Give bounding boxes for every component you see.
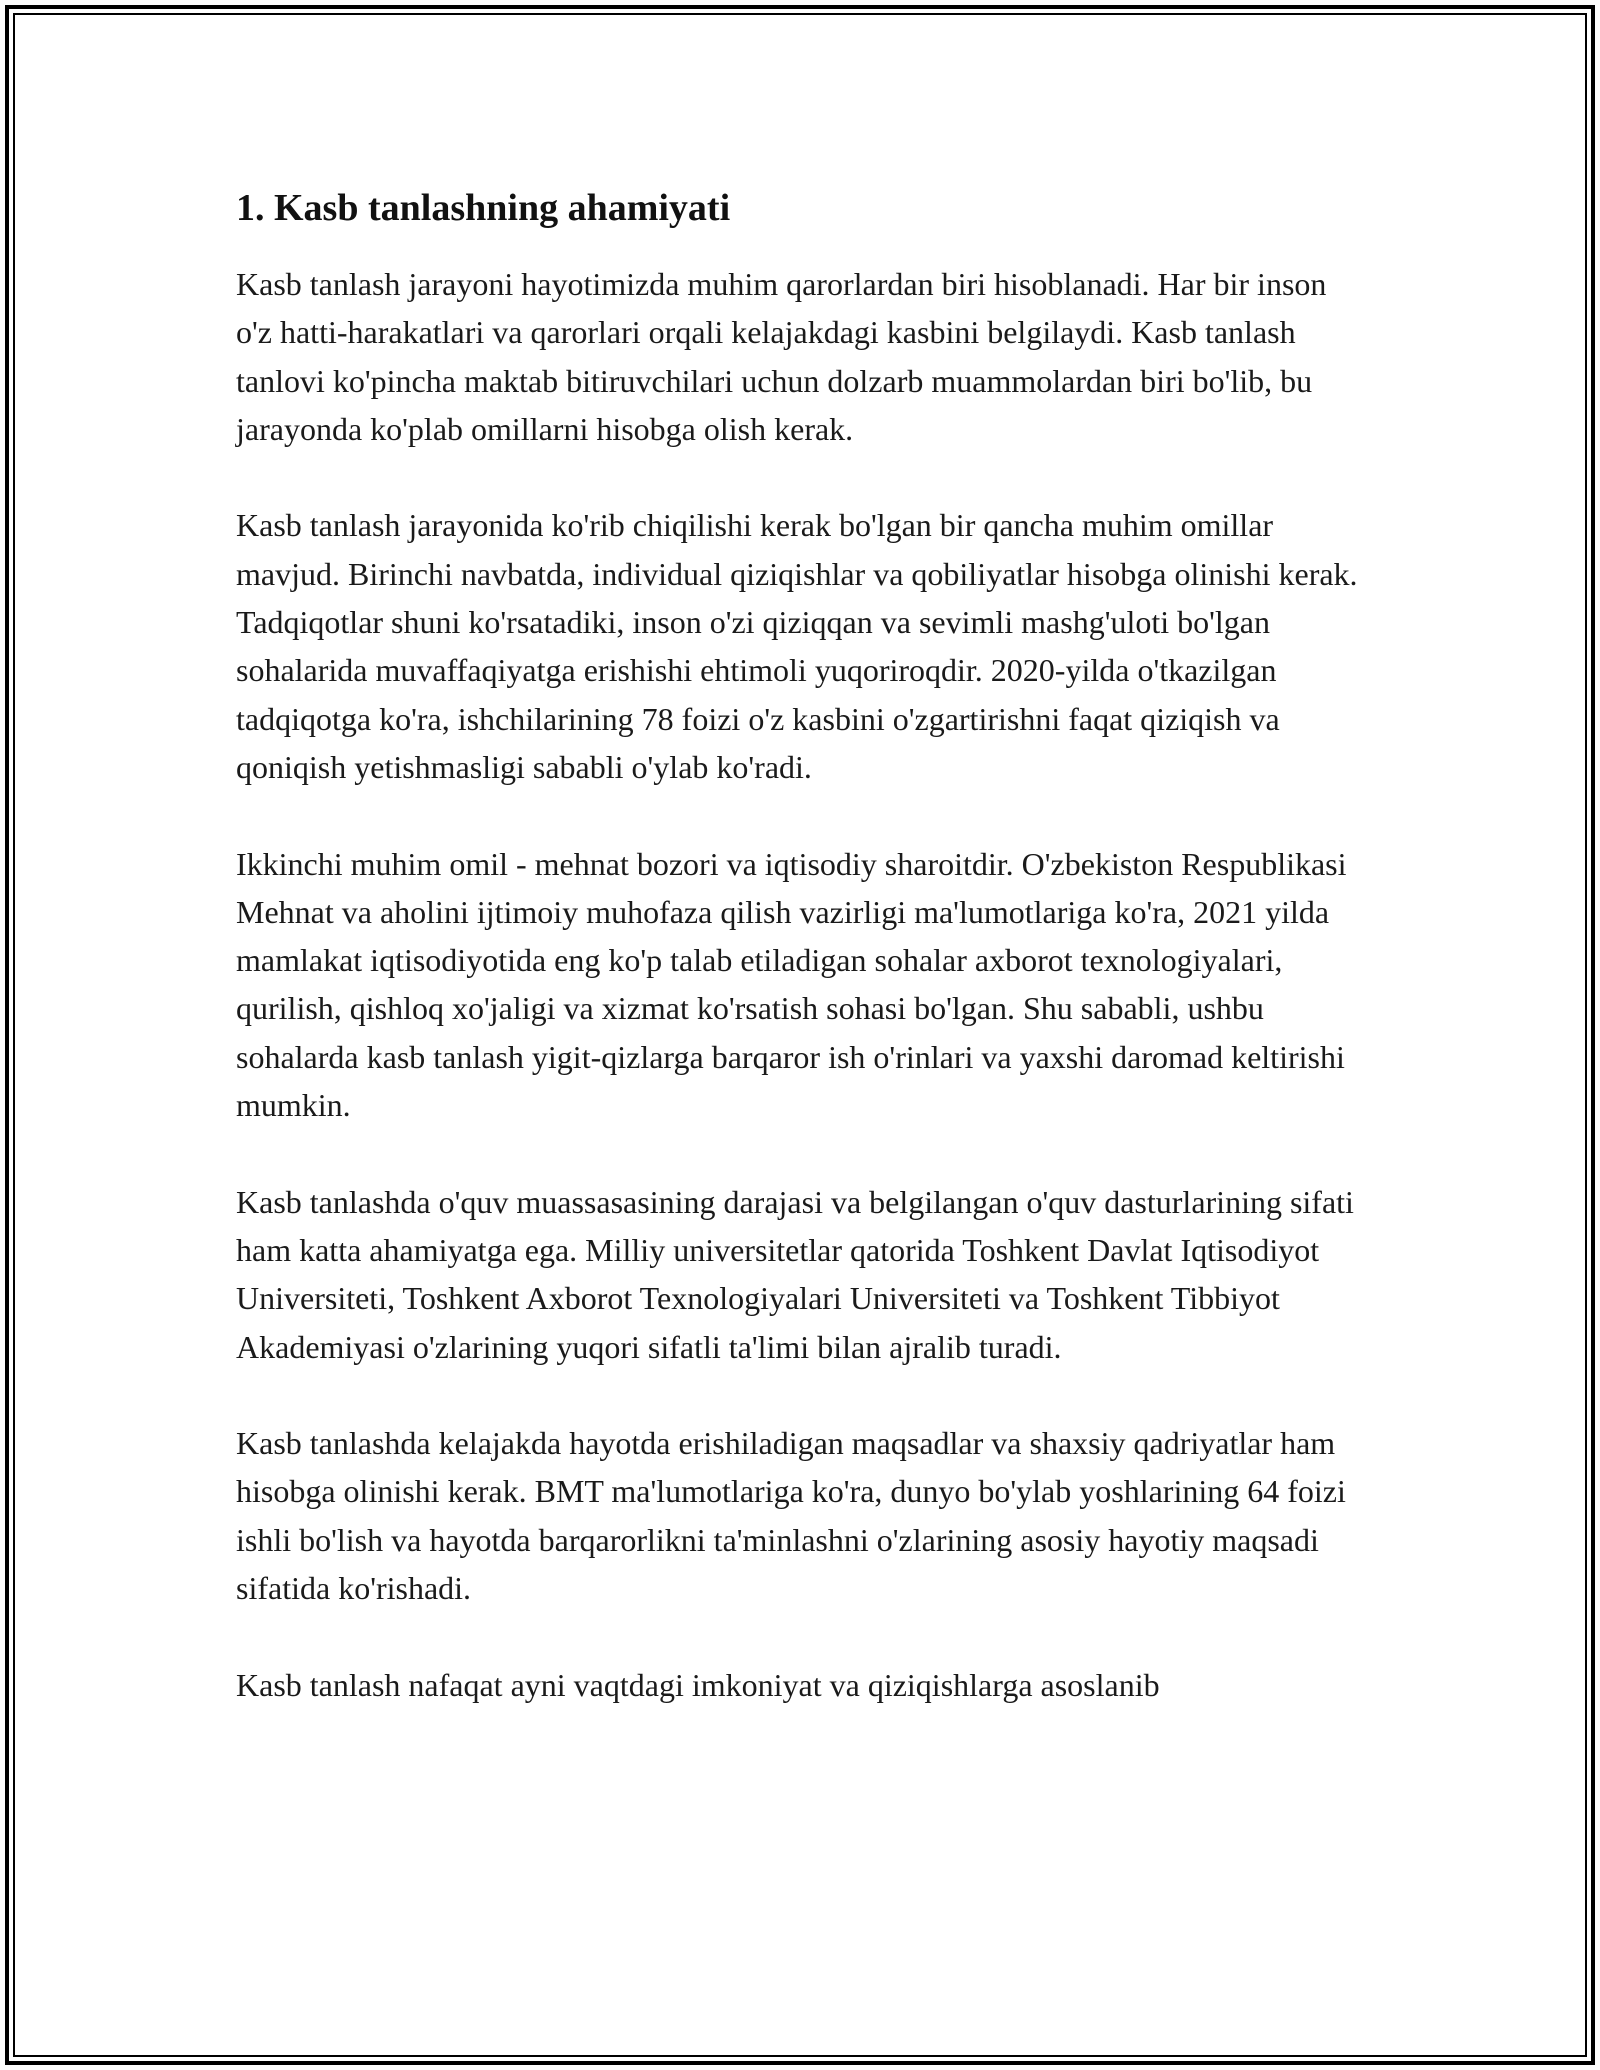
paragraph-1: Kasb tanlash jarayoni hayotimizda muhim qarorlardan biri hisoblanadi. Har bir inson o'z hatti-harakatlari va qarorlari orqali kelajakdagi kasbini belgilaydi. Kasb tanlash tanlovi ko'pincha maktab bitiruvchilari uchun dolzarb muammolardan biri bo'lib, bu jarayonda ko'plab omillarni hisobga olish kerak. <box>236 266 1327 447</box>
paragraph-6: Kasb tanlash nafaqat ayni vaqtdagi imkoniyat va qiziqishlarga asoslanib <box>236 1666 1160 1703</box>
paragraph-2: Kasb tanlash jarayonida ko'rib chiqilishi kerak bo'lgan bir qancha muhim omillar mavjud. Birinchi navbatda, individual qiziqishlar va qobiliyatlar hisobga olinishi kerak. Tadqiqotlar shuni ko'rsatadiki, inson o'zi qiziqqan va sevimli mashg'uloti bo'lgan sohalarida muvaffaqiyatga erishishi ehtimoli yuqoriroqdir. 2020-yilda o'tkazilgan tadqiqotga ko'ra, ishchilarining 78 foizi o'z kasbini o'zgartirishni faqat qiziqish va qoniqish yetishmasligi sababli o'ylab ko'radi. <box>236 507 1358 785</box>
section-heading: 1. Kasb tanlashning ahamiyati <box>236 187 731 229</box>
paragraph-4: Kasb tanlashda o'quv muassasasining darajasi va belgilangan o'quv dasturlarining sifati ham katta ahamiyatga ega. Milliy universitetlar qatorida Toshkent Davlat Iqtisodiyot Universiteti, Toshkent Axborot Texnologiyalari Universiteti va Toshkent Tibbiyot Akademiyasi o'zlarining yuqori sifatli ta'limi bilan ajralib turadi. <box>236 1183 1354 1365</box>
document-body <box>236 184 1366 1709</box>
paragraph-5: Kasb tanlashda kelajakda hayotda erishiladigan maqsadlar va shaxsiy qadriyatlar ham hisobga olinishi kerak. BMT ma'lumotlariga ko'ra, dunyo bo'ylab yoshlarining 64 foizi ishli bo'lish va hayotda barqarorlikni ta'minlashni o'zlarining asosiy hayotiy maqsadi sifatida ko'rishadi. <box>236 1425 1346 1607</box>
paragraph-3: Ikkinchi muhim omil - mehnat bozori va iqtisodiy sharoitdir. O'zbekiston Respublikasi Mehnat va aholini ijtimoiy muhofaza qilish vazirligi ma'lumotlariga ko'ra, 2021 yilda mamlakat iqtisodiyotida eng ko'p talab etiladigan sohalar axborot texnologiyalari, qurilish, qishloq xo'jaligi va xizmat ko'rsatish sohasi bo'lgan. Shu sababli, ushbu sohalarda kasb tanlash yigit-qizlarga barqaror ish o'rinlari va yaxshi daromad keltirishi mumkin. <box>236 845 1347 1124</box>
